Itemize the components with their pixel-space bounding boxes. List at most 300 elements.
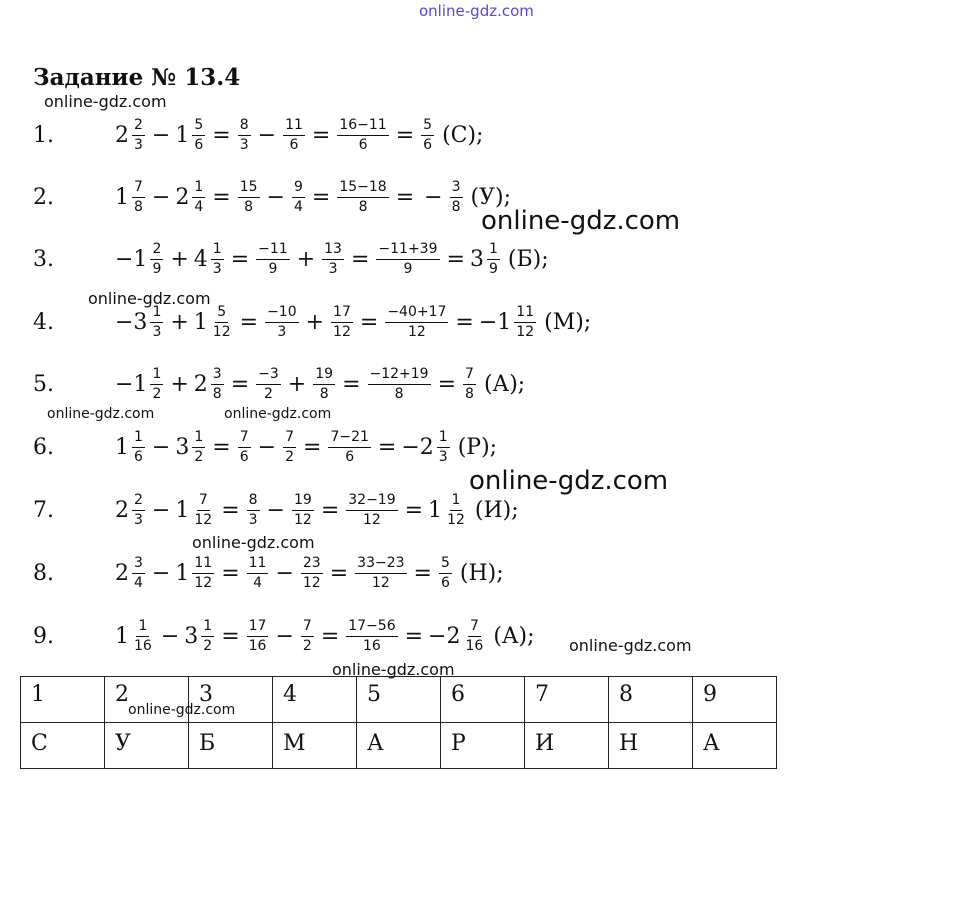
- denominator: 3: [438, 448, 448, 465]
- fraction: [368, 366, 431, 403]
- denominator: 2: [194, 448, 204, 465]
- numerator: 7: [468, 618, 481, 637]
- numerator: 8: [238, 117, 251, 136]
- top-watermark: online-gdz.com: [419, 2, 534, 20]
- denominator: 8: [319, 385, 329, 402]
- number-term: [281, 429, 298, 466]
- denominator: 4: [253, 574, 262, 591]
- fraction: [313, 366, 335, 403]
- numerator: 19: [292, 492, 314, 511]
- watermark: online-gdz.com: [192, 533, 315, 552]
- number-term: [115, 429, 147, 466]
- number-term: [175, 492, 216, 529]
- fraction: [132, 117, 145, 154]
- fraction: [292, 179, 305, 216]
- operator: =: [455, 309, 474, 335]
- watermark: online-gdz.com: [88, 289, 211, 308]
- fraction: [132, 429, 145, 466]
- answer-table: [20, 676, 777, 769]
- operator: +: [170, 371, 189, 397]
- watermark: online-gdz.com: [569, 636, 692, 655]
- denominator: 6: [289, 136, 299, 153]
- operator: −: [151, 122, 171, 148]
- whole-part: 1: [175, 560, 190, 586]
- table-cell: У: [105, 723, 189, 769]
- numerator: 3: [450, 179, 463, 198]
- number-term: [115, 366, 165, 403]
- operator: −: [151, 560, 171, 586]
- operator: −: [266, 184, 285, 210]
- fraction: [192, 492, 214, 529]
- operator: =: [404, 497, 424, 523]
- denominator: 6: [345, 448, 355, 465]
- numerator: 1: [150, 304, 163, 323]
- whole-part: 2: [175, 184, 190, 210]
- number-term: [115, 304, 165, 341]
- number-term: [428, 618, 487, 655]
- answer-letter: (А);: [493, 623, 535, 649]
- fraction: [301, 555, 323, 592]
- task-expression: [115, 417, 497, 477]
- denominator: 6: [194, 136, 204, 153]
- fraction: [211, 366, 224, 403]
- numerator: 17−56: [346, 618, 397, 637]
- fraction: [150, 366, 163, 403]
- fraction: [301, 618, 314, 655]
- operator: −: [257, 122, 277, 148]
- fraction: [132, 179, 145, 216]
- fraction: [211, 241, 224, 278]
- numerator: 2: [150, 241, 163, 260]
- table-cell: 7: [525, 677, 609, 723]
- fraction: [450, 179, 463, 216]
- numerator: 15−18: [337, 179, 388, 198]
- operator: −: [275, 560, 294, 586]
- fraction: [132, 492, 145, 529]
- number-term: [311, 366, 337, 403]
- numerator: 5: [192, 117, 205, 136]
- fraction: [192, 179, 205, 216]
- operator: =: [377, 434, 397, 460]
- whole-part: 3: [184, 623, 199, 649]
- number-term: [374, 241, 441, 278]
- number-term: [366, 366, 433, 403]
- operator: =: [212, 184, 231, 210]
- whole-part: 3: [469, 246, 484, 272]
- fraction: [132, 555, 145, 592]
- denominator: 3: [212, 260, 222, 277]
- numerator: 32−19: [346, 492, 397, 511]
- denominator: 8: [134, 198, 143, 215]
- whole-part: 1: [175, 497, 190, 523]
- answer-letter: (Р);: [457, 434, 498, 460]
- numerator: 7: [132, 179, 145, 198]
- fraction: [376, 241, 439, 278]
- fraction: [331, 304, 353, 341]
- number-term: [329, 304, 355, 341]
- watermark: online-gdz.com: [224, 406, 332, 422]
- denominator: 4: [293, 198, 303, 215]
- numerator: 7: [301, 618, 314, 637]
- numerator: 3: [132, 555, 145, 574]
- denominator: 12: [194, 574, 213, 591]
- denominator: 16: [134, 637, 152, 654]
- number-term: [194, 366, 226, 403]
- operator: =: [221, 623, 240, 649]
- denominator: 12: [516, 323, 535, 340]
- denominator: 12: [302, 574, 321, 591]
- table-cell: А: [693, 723, 777, 769]
- operator: −: [160, 623, 180, 649]
- table-cell: Р: [441, 723, 525, 769]
- operator: =: [320, 497, 340, 523]
- operator: =: [212, 434, 231, 460]
- operator: =: [311, 122, 331, 148]
- task-expression: [115, 229, 549, 289]
- numerator: 1: [150, 366, 163, 385]
- denominator: 3: [134, 511, 143, 528]
- whole-part: 1: [115, 184, 129, 210]
- number-term: [254, 366, 283, 403]
- whole-part: 2: [115, 497, 129, 523]
- number-term: [281, 117, 307, 154]
- whole-part: 4: [193, 246, 208, 272]
- numerator: 17: [331, 304, 353, 323]
- number-term: [236, 179, 262, 216]
- fraction: [150, 241, 163, 278]
- number-term: [115, 117, 147, 154]
- number-term: [175, 555, 216, 592]
- number-term: [299, 618, 316, 655]
- operator: =: [395, 122, 415, 148]
- table-cell: Н: [609, 723, 693, 769]
- number-term: [383, 304, 450, 341]
- task-expression: [115, 105, 483, 165]
- numerator: −10: [265, 304, 299, 323]
- numerator: 23: [301, 555, 323, 574]
- number-term: [428, 492, 469, 529]
- denominator: 8: [394, 385, 404, 402]
- numerator: 5: [439, 555, 452, 574]
- number-term: [175, 429, 207, 466]
- whole-part: −1: [478, 309, 512, 335]
- operator: =: [350, 246, 370, 272]
- numerator: 1: [211, 241, 224, 260]
- denominator: 6: [134, 448, 143, 465]
- fraction: [328, 429, 370, 466]
- denominator: 2: [152, 385, 162, 402]
- task-expression: [115, 167, 511, 227]
- number-term: [236, 429, 253, 466]
- number-term: [437, 555, 454, 592]
- fraction: [463, 618, 485, 655]
- number-term: [326, 429, 372, 466]
- operator: =: [221, 560, 240, 586]
- fraction: [385, 304, 448, 341]
- table-cell: С: [21, 723, 105, 769]
- answer-letter: (Н);: [459, 560, 504, 586]
- whole-part: 3: [175, 434, 190, 460]
- fraction: [283, 429, 296, 466]
- table-cell: 2: [105, 677, 189, 723]
- numerator: 2: [132, 492, 145, 511]
- whole-part: −3: [115, 309, 148, 335]
- denominator: 8: [451, 198, 461, 215]
- denominator: 12: [447, 511, 465, 528]
- number-term: [175, 117, 207, 154]
- task-number: 1.: [33, 123, 54, 148]
- numerator: 1: [437, 429, 450, 448]
- denominator: 12: [371, 574, 390, 591]
- numerator: −3: [256, 366, 281, 385]
- numerator: −11+39: [376, 241, 439, 260]
- fraction: [346, 492, 397, 529]
- fraction: [247, 618, 269, 655]
- fraction: [192, 429, 205, 466]
- table-cell: 9: [693, 677, 777, 723]
- task-expression: [115, 480, 519, 540]
- number-term: [115, 179, 147, 216]
- denominator: 12: [333, 323, 351, 340]
- denominator: 8: [465, 385, 474, 402]
- number-term: [115, 241, 165, 278]
- numerator: 1: [192, 429, 205, 448]
- denominator: 12: [363, 511, 381, 528]
- number-term: [290, 179, 307, 216]
- whole-part: −1: [115, 371, 148, 397]
- number-term: [115, 555, 147, 592]
- operator: =: [329, 560, 349, 586]
- numerator: 11: [192, 555, 214, 574]
- number-term: [245, 618, 271, 655]
- number-term: [236, 117, 253, 154]
- numerator: 11: [247, 555, 269, 574]
- watermark: online-gdz.com: [47, 406, 155, 422]
- numerator: 16−11: [337, 117, 388, 136]
- denominator: 3: [134, 136, 143, 153]
- operator: =: [212, 122, 231, 148]
- fraction: [322, 241, 344, 278]
- numerator: 9: [292, 179, 305, 198]
- number-term: [115, 618, 156, 655]
- numerator: 1: [487, 241, 500, 260]
- answer-letter: (И);: [474, 497, 519, 523]
- operator: −: [151, 497, 171, 523]
- numerator: 1: [136, 618, 149, 637]
- whole-part: −1: [115, 246, 148, 272]
- fraction: [238, 179, 260, 216]
- whole-part: 1: [193, 309, 208, 335]
- denominator: 3: [239, 136, 249, 153]
- denominator: 2: [264, 385, 273, 402]
- denominator: 6: [423, 136, 433, 153]
- operator: =: [221, 497, 240, 523]
- numerator: 5: [215, 304, 228, 323]
- table-cell: 8: [609, 677, 693, 723]
- answer-letter: (У);: [470, 184, 511, 210]
- fraction: [421, 117, 434, 154]
- fraction: [256, 366, 281, 403]
- fraction: [150, 304, 163, 341]
- numerator: −40+17: [385, 304, 448, 323]
- denominator: 9: [488, 260, 498, 277]
- operator: =: [230, 371, 250, 397]
- fraction: [247, 492, 260, 529]
- denominator: 12: [212, 323, 231, 340]
- task-number: 6.: [33, 435, 54, 460]
- denominator: 2: [285, 448, 294, 465]
- operator: =: [437, 371, 457, 397]
- operator: −: [257, 434, 277, 460]
- denominator: 4: [134, 574, 143, 591]
- denominator: 4: [194, 198, 204, 215]
- numerator: 19: [313, 366, 335, 385]
- operator: =: [320, 623, 340, 649]
- fraction: [132, 618, 154, 655]
- denominator: 3: [328, 260, 338, 277]
- whole-part: 2: [115, 560, 129, 586]
- operator: +: [296, 246, 316, 272]
- number-term: [335, 117, 390, 154]
- task-number: 2.: [33, 185, 54, 210]
- fraction: [337, 179, 388, 216]
- numerator: 7−21: [328, 429, 370, 448]
- operator: =: [404, 623, 424, 649]
- whole-part: 1: [428, 497, 443, 523]
- watermark: online-gdz.com: [44, 92, 167, 111]
- table-cell: М: [273, 723, 357, 769]
- fraction: [238, 117, 251, 154]
- fraction: [283, 117, 305, 154]
- operator: +: [170, 246, 189, 272]
- numerator: 1: [450, 492, 463, 511]
- denominator: 2: [302, 637, 312, 654]
- table-cell: 6: [441, 677, 525, 723]
- table-cell: 1: [21, 677, 105, 723]
- number-term: [194, 304, 235, 341]
- number-term: [115, 492, 147, 529]
- table-cell: 4: [273, 677, 357, 723]
- operator: =: [359, 309, 379, 335]
- answer-letter: (Б);: [507, 246, 549, 272]
- whole-part: −2: [428, 623, 461, 649]
- whole-part: 2: [115, 122, 129, 148]
- numerator: 1: [132, 429, 145, 448]
- answer-letter: (М);: [544, 309, 592, 335]
- task-number: 4.: [33, 310, 54, 335]
- number-term: [290, 492, 316, 529]
- number-term: [320, 241, 346, 278]
- operator: +: [287, 371, 307, 397]
- fraction: [292, 492, 314, 529]
- denominator: 16: [363, 637, 381, 654]
- operator: −: [151, 184, 171, 210]
- denominator: 8: [358, 198, 368, 215]
- number-term: [245, 555, 271, 592]
- denominator: 9: [152, 260, 162, 277]
- denominator: 3: [152, 323, 162, 340]
- numerator: 15: [238, 179, 260, 198]
- whole-part: 1: [175, 122, 190, 148]
- table-cell: 3: [189, 677, 273, 723]
- numerator: 33−23: [355, 555, 406, 574]
- watermark: online-gdz.com: [481, 206, 681, 236]
- task-number: 5.: [33, 372, 54, 397]
- operator: +: [170, 309, 189, 335]
- operator: −: [151, 434, 171, 460]
- number-term: [245, 492, 262, 529]
- denominator: 9: [268, 260, 278, 277]
- number-term: [448, 179, 465, 216]
- number-term: [401, 429, 451, 466]
- operator: =: [413, 560, 432, 586]
- number-term: [254, 241, 292, 278]
- denominator: 2: [203, 637, 213, 654]
- operator: =: [311, 184, 331, 210]
- denominator: 8: [212, 385, 222, 402]
- task-expression: [115, 354, 525, 414]
- numerator: −11: [256, 241, 290, 260]
- answer-table-letters-row: [21, 723, 777, 769]
- table-cell: А: [357, 723, 441, 769]
- numerator: 13: [322, 241, 344, 260]
- denominator: 6: [440, 574, 450, 591]
- table-cell: 5: [357, 677, 441, 723]
- numerator: 1: [192, 179, 205, 198]
- number-term: [461, 366, 478, 403]
- denominator: 8: [244, 198, 254, 215]
- numerator: 7: [197, 492, 210, 511]
- numerator: 3: [211, 366, 224, 385]
- denominator: 12: [407, 323, 426, 340]
- task-expression: [115, 543, 504, 603]
- whole-part: 2: [193, 371, 208, 397]
- fraction: [337, 117, 388, 154]
- operator: =: [395, 184, 415, 210]
- fraction: [487, 241, 500, 278]
- operator: +: [305, 309, 325, 335]
- numerator: 8: [247, 492, 260, 511]
- number-term: [184, 618, 216, 655]
- number-term: [353, 555, 408, 592]
- denominator: 16: [248, 637, 267, 654]
- numerator: 1: [201, 618, 214, 637]
- number-term: [194, 241, 226, 278]
- denominator: 3: [277, 323, 287, 340]
- denominator: 6: [239, 448, 249, 465]
- number-term: [344, 618, 399, 655]
- whole-part: 1: [115, 434, 129, 460]
- numerator: 7: [283, 429, 296, 448]
- numerator: 11: [283, 117, 305, 136]
- task-number: 3.: [33, 247, 54, 272]
- number-term: [479, 304, 538, 341]
- table-cell: Б: [189, 723, 273, 769]
- task-expression: [115, 606, 535, 666]
- fraction: [192, 555, 214, 592]
- numerator: 7: [238, 429, 251, 448]
- fraction: [439, 555, 452, 592]
- numerator: 7: [463, 366, 476, 385]
- fraction: [238, 429, 251, 466]
- denominator: 12: [293, 511, 312, 528]
- numerator: −12+19: [368, 366, 431, 385]
- fraction: [445, 492, 467, 529]
- fraction: [355, 555, 406, 592]
- whole-part: −2: [401, 434, 434, 460]
- operator: −: [266, 497, 285, 523]
- watermark: online-gdz.com: [128, 702, 236, 718]
